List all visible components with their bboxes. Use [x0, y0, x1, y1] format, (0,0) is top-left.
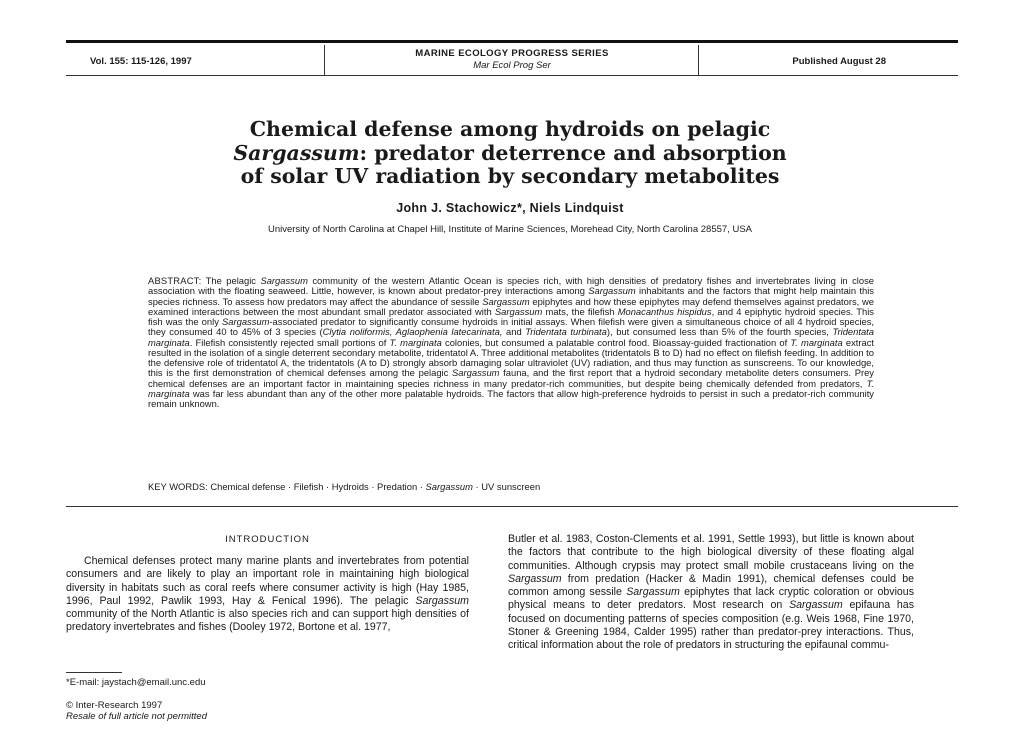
title-genus: Sargassum	[233, 140, 360, 165]
top-rule	[66, 40, 958, 43]
abstract-text: epiphytes and how these epiphytes may defend themselves against predators, we examined interactions between the most abundant small predator associated with	[148, 295, 874, 317]
title-line-1: Chemical defense among hydroids on pelagic	[249, 117, 771, 141]
abstract-italic: Sargassum	[494, 305, 543, 317]
volume-info: Vol. 155: 115-126, 1997	[90, 56, 192, 67]
abstract-text: . Filefish consistently rejected small portions of	[189, 336, 390, 348]
intro-text: community of the North Atlantic is also species rich and can support high densities of predatory invertebrates and fishes (Dooley 1972, Bortone et al. 1977,	[66, 608, 469, 634]
keywords-text: · UV sunscreen	[472, 481, 541, 492]
abstract-italic: Sargassum	[452, 367, 500, 379]
section-heading-introduction: INTRODUCTION	[225, 534, 310, 545]
abstract-text: -associated predator to significantly consume hydroids in initial assays. When filefish were given a simultaneous choice of all 4 hydroid species, they consumed 40 to 45% of 3 species (	[148, 316, 874, 338]
abstract-text: extract resulted in the isolation of a single deterrent secondary metabolite, tridentatol A. Three additional metabolites (tridentatols B to D) had no effect on filefish feeding. In addition to the defensive role of tridentatol A, the tridentatols (A to D) strongly absorb damaging solar ultraviolet (UV) radiation, and thus may function as sunscreens. To our knowledge, this is the first demonstration of chemical defenses among the pelagic	[148, 336, 874, 379]
abstract-italic: Tridentata turbinata	[525, 326, 607, 338]
abstract-text: , and 4 epiphytic hydroid species. This fish was the only	[148, 305, 874, 327]
authors: John J. Stachowicz*, Niels Lindquist	[396, 201, 624, 215]
journal-abbrev: Mar Ecol Prog Ser	[473, 60, 551, 71]
abstract-text: mats, the filefish	[542, 305, 618, 317]
intro-left-column	[66, 555, 469, 635]
copyright: © Inter-Research 1997	[66, 700, 163, 711]
abstract-italic: Clytia noliformis, Aglaophenia latecarinata,	[322, 326, 503, 338]
abstract-text: was far less abundant than any of the other more palatable hydroids. The factors that allow high-preference hydroids to persist in such a predator-rich community remain unknown.	[148, 387, 874, 409]
abstract	[148, 276, 874, 409]
abstract-italic: Tridentata marginata	[148, 326, 874, 348]
abstract-italic: Monacanthus hispidus	[617, 305, 712, 317]
intro-italic: Sargassum	[508, 572, 562, 585]
keywords-text: Chemical defense · Filefish · Hydroids · Predation ·	[207, 481, 426, 492]
intro-text: from predation (Hacker & Madin 1991), chemical defenses could be common among sessile	[508, 572, 914, 599]
abstract-italic: Sargassum	[482, 295, 530, 307]
affiliation: University of North Carolina at Chapel Hill, Institute of Marine Sciences, Morehead City, North Carolina 28557, USA	[267, 224, 752, 235]
abstract-text: inhabitants and the factors that might help maintain this species richness. To assess how predators may affect the abundance of sessile	[148, 285, 874, 307]
abstract-italic: T. marginata	[790, 336, 843, 348]
abstract-italic: T. marginata	[148, 377, 874, 399]
section-divider	[66, 506, 958, 507]
intro-italic: Sargassum	[789, 599, 843, 612]
intro-text: epifauna has focused on documenting patterns of species composition (e.g. Weis 1968, Fine 1970, Stoner & Greening 1984, Calder 1995) rather than predator-prey interactions. Thus, critical information about the role of predators in structuring the epifaunal commu-	[508, 599, 914, 652]
journal-name: MARINE ECOLOGY PROGRESS SERIES	[415, 48, 609, 59]
abstract-italic: Sargassum	[222, 316, 270, 327]
intro-right-column	[508, 533, 914, 653]
intro-italic: Sargassum	[415, 594, 469, 607]
title-line-3: of solar UV radiation by secondary metabolites	[240, 164, 780, 188]
keywords	[148, 481, 874, 492]
intro-italic: Sargassum	[626, 586, 680, 599]
intro-text: epiphytes that lack cryptic coloration or obvious physical means to deter predators. Most research on	[508, 586, 914, 612]
abstract-italic: T. marginata	[389, 336, 442, 348]
abstract-label: ABSTRACT:	[148, 275, 202, 286]
footnote-email: *E-mail: jaystach@email.unc.edu	[66, 677, 206, 688]
abstract-text: community of the western Atlantic Ocean is species rich, with high densities of predatory fishes and invertebrates living in close association with the floating seaweed. Little, however, is known about predator-prey interactions among	[148, 275, 874, 297]
abstract-text: and	[502, 326, 526, 338]
abstract-text: The pelagic	[201, 275, 261, 286]
title-line-2	[0, 142, 1020, 166]
abstract-text: colonies, but consumed a palatable control food. Bioassay-guided fractionation of	[441, 336, 791, 348]
article-title	[0, 118, 1020, 189]
abstract-italic: Sargassum	[260, 275, 308, 286]
title-line-2-rest: : predator deterrence and absorption	[359, 140, 787, 165]
header-divider	[698, 45, 699, 75]
abstract-italic: Sargassum	[588, 285, 636, 297]
intro-text: Butler et al. 1983, Coston-Clements et al. 1991, Settle 1993), but little is known about the factors that contribute to the high biological diversity of these floating algal communities. Although crypsis may protect small mobile crustaceans living on the	[508, 533, 914, 572]
intro-text: Chemical defenses protect many marine plants and invertebrates from potential consumers and are likely to play an important role in maintaining high biological diversity in habitats such as coral reefs where consumer activity is high (Hay 1985, 1996, Paul 1992, Pawlik 1993, Hay & Fenical 1996). The pelagic	[66, 555, 469, 607]
journal-header	[66, 45, 958, 76]
footnote-rule	[66, 672, 122, 673]
abstract-text: fauna, and the first report that a hydroid secondary metabolite deters consumers. Prey chemical defenses are an important factor in maintaining species richness in many predator-rich communities, but despite being chemically defended from predators,	[148, 367, 874, 389]
abstract-text: ), but consumed less than 5% of the fourth species,	[606, 326, 833, 338]
publication-date: Published August 28	[792, 56, 886, 67]
keywords-italic: Sargassum	[425, 481, 473, 492]
keywords-label: KEY WORDS:	[148, 481, 208, 492]
resale-notice: Resale of full article not permitted	[66, 711, 207, 722]
